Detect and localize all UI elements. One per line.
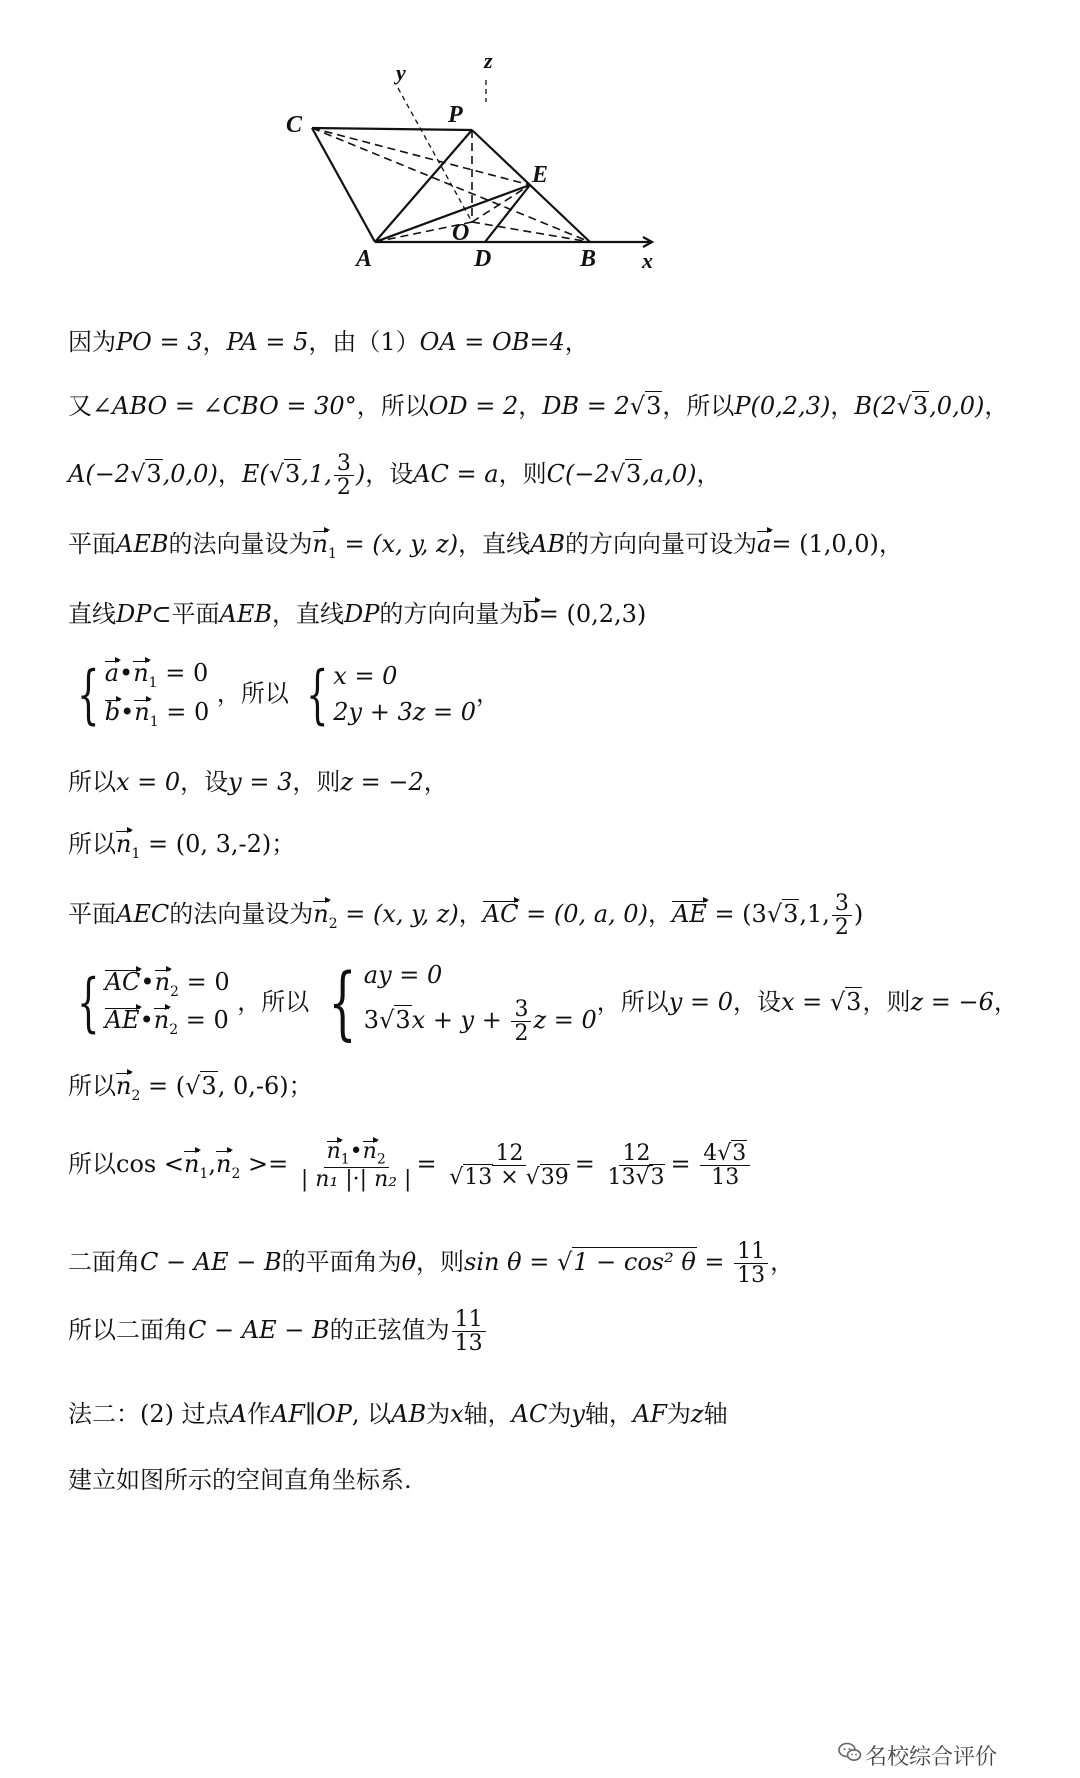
subscript: 1 [131, 845, 141, 862]
vector-n1: n [312, 530, 328, 558]
math: 39 [540, 1165, 569, 1191]
vector-n2: n [362, 1139, 377, 1164]
vector-n1: n [134, 697, 150, 726]
text-line-16 [68, 1466, 412, 1495]
text-line-15 [68, 1400, 728, 1429]
text-line-9: 平面AEC的法向量设为$n_2 = (x$, y, z)，AC = (0, a, 0)，AE = (3√3,1, $\frac{3}{2}$ ) [68, 891, 864, 941]
label-point-P: P [448, 102, 463, 128]
text-line-7 [68, 768, 448, 797]
text: 的平面角为 [281, 1248, 402, 1277]
math: z [690, 1400, 704, 1428]
math: 3 [646, 392, 662, 420]
math: = [416, 1150, 437, 1179]
math: ⊂ [151, 600, 172, 628]
math: 3 [912, 392, 929, 420]
vector-n2: n [154, 967, 171, 996]
math: × [493, 1165, 526, 1191]
math: = ( [140, 1072, 186, 1100]
math: OA = OB=4 [419, 328, 565, 356]
text: ， [518, 392, 543, 420]
text: ， [564, 328, 589, 356]
vector-n1: n [326, 1139, 341, 1164]
text: 因为 [68, 328, 116, 356]
math: >= [240, 1150, 289, 1179]
denominator: | n₁ |·| n₂ | [300, 1167, 412, 1193]
fraction [452, 1308, 486, 1355]
text: 又 [68, 392, 92, 420]
denominator: 2 [834, 915, 849, 941]
label-point-D: D [474, 246, 492, 272]
text-line-14 [68, 1308, 488, 1355]
text: 所以 [68, 768, 116, 796]
math: = 0 [157, 659, 209, 687]
equation-system-3: { $AC•n_2 = 0$ $AE•n_2 = 0$ [77, 966, 230, 1041]
text: ， [770, 1248, 795, 1277]
math: 2y + 3z = 0 [333, 697, 477, 726]
vector-AC: AC [104, 967, 141, 996]
label-axis-x: x [642, 248, 653, 273]
vector-AE: AE [671, 900, 707, 929]
numerator: 12 [492, 1142, 526, 1166]
math: 3 [650, 1165, 665, 1191]
math: P(0,2,3) [734, 392, 831, 420]
math: PA = 5 [226, 328, 309, 356]
text: ，直线 [272, 600, 344, 628]
edge-CA [312, 128, 375, 242]
math: = (0,2,3) [538, 600, 647, 628]
text: ，设 [732, 987, 781, 1016]
math: A(−2 [68, 460, 131, 489]
numerator: 12 [619, 1142, 653, 1166]
text: 所以二面角 [68, 1316, 188, 1345]
subscript: 1 [149, 713, 159, 730]
text: 平面 [68, 530, 116, 558]
math: cos < [116, 1150, 184, 1179]
numerator: 3 [511, 998, 531, 1022]
label-point-B: B [580, 246, 597, 272]
label-axis-z: z [484, 48, 493, 73]
text: 的正弦值为 [329, 1316, 450, 1345]
math: ,1, [799, 900, 830, 929]
text: ， [476, 679, 501, 708]
math: x = 0 [333, 662, 398, 691]
text: ， [423, 768, 448, 796]
text: ， [878, 530, 903, 558]
label-point-C: C [286, 112, 303, 138]
text-line-2: 又∠ABO = ∠CBO = 30°，所以OD = 2，DB = 2√3，所以P(0,2,3)，B(2√3,0,0)， [68, 392, 1009, 420]
math: AB [530, 530, 566, 558]
dot: • [140, 967, 155, 996]
math: ) [853, 900, 864, 929]
fraction-cos [298, 1140, 415, 1191]
label-point-O: O [452, 220, 470, 246]
math: y = 3 [228, 768, 293, 796]
denominator: 13 [711, 1165, 740, 1191]
text: ，则 [416, 1248, 465, 1277]
vector-AC: AC [482, 900, 519, 929]
math: x [450, 1400, 464, 1428]
numerator: 11 [734, 1240, 768, 1264]
text: ， [202, 328, 227, 356]
text-line-6 [68, 657, 501, 732]
math: ,0,0) [929, 392, 985, 420]
math: ) [355, 460, 366, 489]
math: θ [401, 1248, 417, 1277]
label-point-A: A [356, 246, 373, 272]
math: 3 [846, 987, 862, 1016]
text: 作 [246, 1400, 271, 1428]
subscript: 2 [328, 915, 338, 932]
text: 的方向向量为 [379, 600, 524, 628]
math: 13 [607, 1165, 636, 1191]
math: OD = 2 [428, 392, 519, 420]
text: ，所以 [216, 679, 289, 708]
text-line-5 [68, 600, 646, 629]
text: ，则 [292, 768, 341, 796]
math: = [574, 1150, 595, 1179]
text-line-8 [68, 830, 295, 863]
math: y = 0 [668, 987, 733, 1016]
edge-CE-dashed [312, 128, 530, 185]
subscript: 2 [170, 983, 179, 1000]
text: 平面 [171, 600, 220, 628]
text: 法二：(2) 过点 [68, 1400, 230, 1428]
vector-a: a [757, 530, 772, 558]
text: 的方向向量可设为 [565, 530, 758, 558]
text: 轴 [703, 1400, 728, 1428]
math: = (0, a, 0) [518, 900, 648, 929]
equation-system-4: { ay = 0 3√3x + y + $\frac{3}{2}$ z = 0 [328, 956, 597, 1050]
math: 1 − cos² θ [573, 1248, 696, 1277]
subscript: 2 [169, 1022, 179, 1039]
vector-n1: n [133, 659, 149, 687]
fraction [832, 892, 852, 939]
dot: • [349, 1139, 363, 1164]
math: AF∥OP [270, 1400, 352, 1428]
math: AC = a [413, 460, 499, 489]
math: x + y + [411, 1005, 510, 1034]
text-line-3: A(−2√3,0,0)，E(√3,1, $\frac{3}{2}$ )，设AC = a，则C(−2√3,a,0)， [68, 451, 721, 501]
text: 直线 [68, 600, 116, 628]
math: DP [116, 600, 152, 628]
denominator: 13 [737, 1263, 766, 1289]
fraction: $\frac{4√3}{13}$ [700, 1142, 750, 1189]
text: 的法向量设为 [169, 900, 314, 929]
equation-system-2: { x = 0 2y + 3z = 0 [305, 657, 477, 732]
math: A [229, 1400, 247, 1428]
math: AC [511, 1400, 548, 1428]
vector-n1: n [116, 830, 132, 858]
vector-a: a [104, 659, 120, 687]
math: = [670, 1150, 691, 1179]
geometry-figure [286, 40, 780, 320]
math: AB [391, 1400, 427, 1428]
text: 为 [666, 1400, 691, 1428]
text-line-11: 所以$n_2 = (√3$, 0,-6)； [68, 1072, 313, 1104]
text: 的法向量设为 [168, 530, 313, 558]
subscript: 2 [231, 1165, 241, 1182]
text: ，直线 [458, 530, 531, 558]
math: E( [241, 460, 269, 489]
math: ,1, [301, 460, 332, 489]
text: ， [830, 392, 855, 420]
subscript: 1 [340, 1151, 350, 1168]
math: AF [632, 1400, 667, 1428]
vector-b: b [104, 697, 121, 726]
text: ，所以 [662, 392, 735, 420]
math: 3 [285, 460, 301, 489]
math: PO = 3 [116, 328, 203, 356]
text: ，设 [365, 460, 414, 489]
text-line-4 [68, 530, 903, 563]
math: = 0 [178, 967, 230, 996]
text: ， [647, 900, 672, 929]
math: C − AE − B [188, 1316, 330, 1345]
numerator: 3 [832, 892, 852, 916]
math: 3 [732, 1140, 747, 1166]
label-axis-y: y [396, 60, 406, 85]
numerator: 11 [452, 1308, 486, 1332]
math: 3 [783, 900, 799, 929]
math: sin θ = [464, 1248, 557, 1277]
fraction [734, 1240, 768, 1287]
equation-system-1: { $a•n_1 = 0$ $b•n_1 = 0$ [77, 657, 210, 732]
math: ∠ABO = ∠CBO = 30° [92, 392, 357, 420]
denominator: 13 [454, 1331, 483, 1357]
dot: • [120, 697, 135, 726]
text: 为 [426, 1400, 451, 1428]
math: = 0 [158, 697, 210, 726]
math: = (1,0,0) [771, 530, 879, 558]
math: 4 [703, 1140, 718, 1166]
math: = (0, 3,-2)； [140, 830, 296, 858]
text: ， [984, 392, 1009, 420]
text: 所以 [68, 830, 116, 858]
vector-b: b [523, 600, 539, 628]
math: 3 [395, 1005, 411, 1034]
math: z = −2 [340, 768, 424, 796]
math: 3 [146, 460, 162, 489]
vector-n2: n [313, 900, 329, 929]
math: DB = 2 [542, 392, 630, 420]
math: AEB [116, 530, 169, 558]
text: ，所以 [237, 987, 310, 1016]
text: 建立如图所示的空间直角坐标系. [68, 1466, 412, 1494]
math: AEC [116, 900, 170, 929]
fraction: $\frac{12}{√13 \times √39}$ [449, 1140, 569, 1191]
math: B(2 [854, 392, 897, 420]
subscript: 1 [148, 674, 158, 691]
text: 轴， [584, 1400, 633, 1428]
math: = (x, y, z) [336, 530, 459, 558]
fraction: $\frac{12}{13√3}$ [607, 1140, 665, 1191]
text: 所以 [68, 1072, 116, 1100]
text: ，则 [498, 460, 547, 489]
label-point-E: E [532, 162, 549, 188]
text: ， [217, 460, 242, 489]
text-line-12 [68, 1140, 752, 1191]
dot: • [139, 1006, 154, 1035]
vector-n2: n [215, 1150, 232, 1179]
text: 二面角 [68, 1248, 140, 1277]
math: ay = 0 [363, 961, 443, 989]
subscript: 1 [327, 545, 337, 562]
math: C − AE − B [140, 1248, 282, 1277]
denominator: 2 [514, 1020, 529, 1046]
text-line-10: { $AC•n_2 = 0$ $AE•n_2 = 0$ ，所以 { ay = 0 3√3x + y + $\frac{3}{2}$ z = 0 ，所以y = 0，设x = √3，则z = −6， [68, 962, 1018, 1045]
text: 所以 [68, 1150, 116, 1179]
watermark-text: 名校综合评价 [865, 1745, 998, 1770]
text: ，则 [862, 987, 911, 1016]
math: 3 [201, 1072, 217, 1100]
text: 为 [547, 1400, 572, 1428]
text: ， [458, 900, 483, 929]
text: ，所以 [596, 987, 669, 1016]
math: = (3 [706, 900, 767, 929]
text-line-1 [68, 328, 589, 357]
subscript: 2 [376, 1151, 386, 1168]
vector-AE: AE [104, 1006, 140, 1035]
fraction [511, 998, 531, 1045]
wechat-icon [838, 1741, 862, 1763]
text: ， [696, 460, 721, 489]
text: ，由（1） [308, 328, 420, 356]
math: = [696, 1248, 733, 1277]
dot: • [119, 659, 134, 687]
text-line-13: 二面角C − AE − B的平面角为θ，则sin θ = √1 − cos² θ = $\frac{11}{13}$ ， [68, 1239, 795, 1289]
text: 轴， [463, 1400, 512, 1428]
math: z = −6 [910, 987, 994, 1016]
math: y [571, 1400, 585, 1428]
math: = (x, y, z) [337, 900, 459, 929]
math: 3 [625, 460, 642, 489]
math: = 0 [178, 1006, 229, 1035]
text: , 以 [351, 1400, 392, 1428]
math: x = [780, 987, 830, 1016]
subscript: 1 [199, 1165, 209, 1182]
math: , [208, 1150, 216, 1179]
text: 平面 [68, 900, 116, 929]
numerator: 3 [334, 452, 354, 476]
vector-n1: n [183, 1150, 200, 1179]
math: , 0,-6)； [217, 1072, 313, 1100]
text: ，所以 [356, 392, 429, 420]
math: 3 [363, 1005, 380, 1034]
math: x = 0 [116, 768, 181, 796]
math: 13 [464, 1165, 493, 1191]
math: ,0,0) [162, 460, 218, 489]
text: ，设 [180, 768, 229, 796]
vector-n2: n [153, 1006, 170, 1035]
denominator: 2 [336, 475, 351, 501]
math: DP [344, 600, 380, 628]
math: C(−2 [546, 460, 610, 489]
text: ， [993, 987, 1018, 1016]
math: ,a,0) [642, 460, 697, 489]
subscript: 2 [131, 1087, 141, 1104]
fraction [334, 452, 354, 499]
vector-n2: n [116, 1072, 132, 1100]
math: AEB [219, 600, 272, 628]
math: z = 0 [533, 1005, 597, 1034]
